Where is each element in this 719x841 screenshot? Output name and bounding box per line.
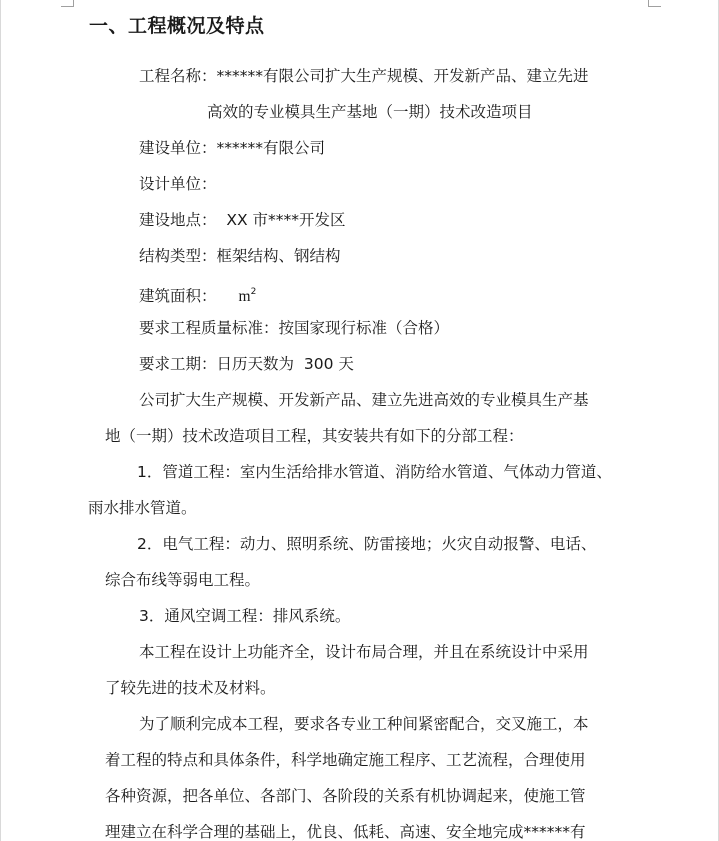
structure-line: 结构类型：框架结构、钢结构 xyxy=(139,247,341,265)
paragraph-2-line-4: 理建立在科学合理的基础上，优良、低耗、高速、安全地完成******有 xyxy=(105,823,586,841)
item-3-line: 3．通风空调工程：排风系统。 xyxy=(139,607,351,625)
item-2-line-1: 2．电气工程：动力、照明系统、防雷接地；火灾自动报警、电话、 xyxy=(137,535,597,553)
page-corner-mark xyxy=(648,0,661,7)
intro-line-2: 地（一期）技术改造项目工程，其安装共有如下的分部工程： xyxy=(105,427,524,445)
area-line xyxy=(139,282,256,307)
paragraph-2-line-1: 为了顺利完成本工程，要求各专业工种间紧密配合，交叉施工，本 xyxy=(139,715,589,733)
project-name-line-2: 高效的专业模具生产基地（一期）技术改造项目 xyxy=(207,103,533,121)
item-1-line-1: 1．管道工程：室内生活给排水管道、消防给水管道、气体动力管道、 xyxy=(137,463,612,481)
item-2-line-2: 综合布线等弱电工程。 xyxy=(105,571,261,589)
item-1-line-2: 雨水排水管道。 xyxy=(88,499,197,517)
duration-line: 要求工期：日历天数为 300 天 xyxy=(139,355,354,373)
page-corner-mark xyxy=(61,0,74,7)
location-line: 建设地点： XX 市****开发区 xyxy=(139,211,346,229)
project-name-value: ******有限公司扩大生产规模、开发新产品、建立先进 xyxy=(216,67,589,85)
section-heading: 一、工程概况及特点 xyxy=(89,15,265,37)
intro-line-1: 公司扩大生产规模、开发新产品、建立先进高效的专业模具生产基 xyxy=(139,391,589,409)
paragraph-2-line-2: 着工程的特点和具体条件，科学地确定施工程序、工艺流程，合理使用 xyxy=(105,751,586,769)
paragraph-2-line-3: 各种资源，把各单位、各部门、各阶段的关系有机协调起来，使施工管 xyxy=(105,787,586,805)
project-name-line-1 xyxy=(139,66,589,86)
paragraph-1-line-2: 了较先进的技术及材料。 xyxy=(105,679,276,697)
area-unit-superscript: 2 xyxy=(250,287,257,297)
designer-line: 设计单位： xyxy=(139,175,217,193)
area-unit: m xyxy=(238,288,251,305)
area-label: 建筑面积： xyxy=(139,287,217,305)
paragraph-1-line-1: 本工程在设计上功能齐全，设计布局合理，并且在系统设计中采用 xyxy=(139,643,589,661)
project-name-label: 工程名称： xyxy=(139,67,217,85)
builder-line: 建设单位：******有限公司 xyxy=(139,139,326,157)
quality-line: 要求工程质量标准：按国家现行标准（合格） xyxy=(139,319,450,337)
